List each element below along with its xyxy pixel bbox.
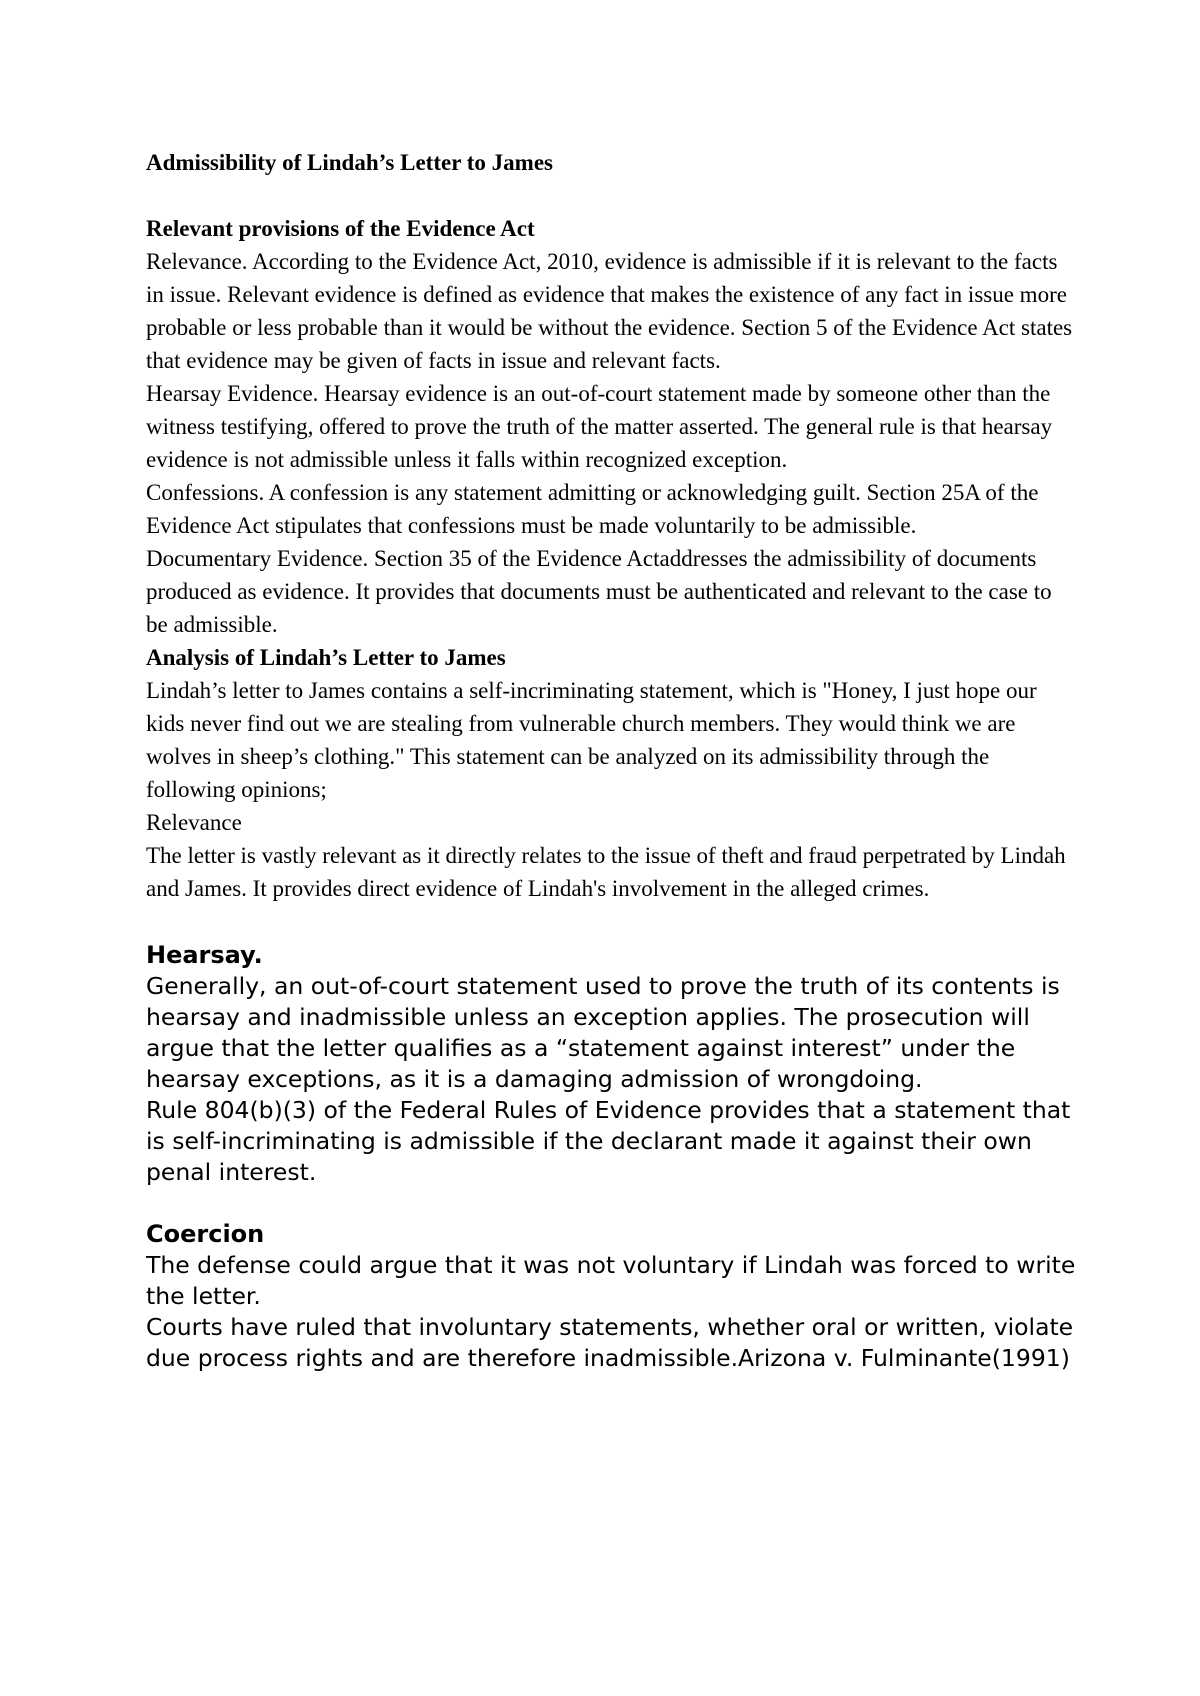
paragraph-relevance: Relevance. According to the Evidence Act, 2010, evidence is admissible if it is relevant to the facts in issue. Relevant evidence is defined as evidence that makes the existence of any fact in issue more probable or less probable than it would be without the evidence. Section 5 of the Evidence Act states that evidence may be given of facts in issue and relevant facts.: [146, 249, 1073, 373]
blank-line: [146, 179, 1076, 212]
paragraph-hearsay-evidence: Hearsay Evidence. Hearsay evidence is an out-of-court statement made by someone other than the witness testifying, offered to prove the truth of the matter asserted. The general rule is that hearsay evidence is not admissible unless it falls within recognized exception.: [146, 381, 1053, 472]
paragraph-coercion-defense: The defense could argue that it was not voluntary if Lindah was forced to write the letter.: [146, 1251, 1076, 1310]
sans-body: [146, 905, 1076, 1374]
section-heading-coercion: Coercion: [146, 1220, 265, 1248]
paragraph-documentary-evidence: Documentary Evidence. Section 35 of the Evidence Actaddresses the admissibility of documents produced as evidence. It provides that documents must be authenticated and relevant to the case to be admissible.: [146, 546, 1052, 637]
document-title: Admissibility of Lindah’s Letter to James: [146, 150, 553, 175]
paragraph-relevance-analysis: The letter is vastly relevant as it directly relates to the issue of theft and fraud perpetrated by Lindah and James. It provides direct evidence of Lindah's involvement in the alleged crimes.: [146, 843, 1066, 901]
document-page: [146, 146, 1076, 1374]
section-heading-evidence-act: Relevant provisions of the Evidence Act: [146, 216, 535, 241]
blank-line: [146, 905, 1076, 940]
blank-line: [146, 1188, 1076, 1219]
section-heading-analysis: Analysis of Lindah’s Letter to James: [146, 645, 506, 670]
paragraph-analysis-intro: Lindah’s letter to James contains a self-incriminating statement, which is "Honey, I just hope our kids never find out we are stealing from vulnerable church members. They would think we are wolves in sheep’s clothing." This statement can be analyzed on its admissibility through the following opinions;: [146, 678, 1037, 802]
section-heading-hearsay: Hearsay.: [146, 941, 263, 969]
serif-body: [146, 146, 1076, 905]
paragraph-hearsay-general: Generally, an out-of-court statement used to prove the truth of its contents is hearsay and inadmissible unless an exception applies. The prosecution will argue that the letter qualifies as a “statement against interest” under the hearsay exceptions, as it is a damaging admission of wrongdoing.: [146, 972, 1060, 1093]
paragraph-confessions: Confessions. A confession is any statement admitting or acknowledging guilt. Section 25A of the Evidence Act stipulates that confessions must be made voluntarily to be admissible.: [146, 480, 1039, 538]
subheading-relevance: Relevance: [146, 810, 242, 835]
paragraph-rule-804: Rule 804(b)(3) of the Federal Rules of Evidence provides that a statement that is self-incriminating is admissible if the declarant made it against their own penal interest.: [146, 1096, 1071, 1186]
paragraph-coercion-courts: Courts have ruled that involuntary statements, whether oral or written, violate due process rights and are therefore inadmissible.Arizona v. Fulminante(1991): [146, 1313, 1074, 1372]
